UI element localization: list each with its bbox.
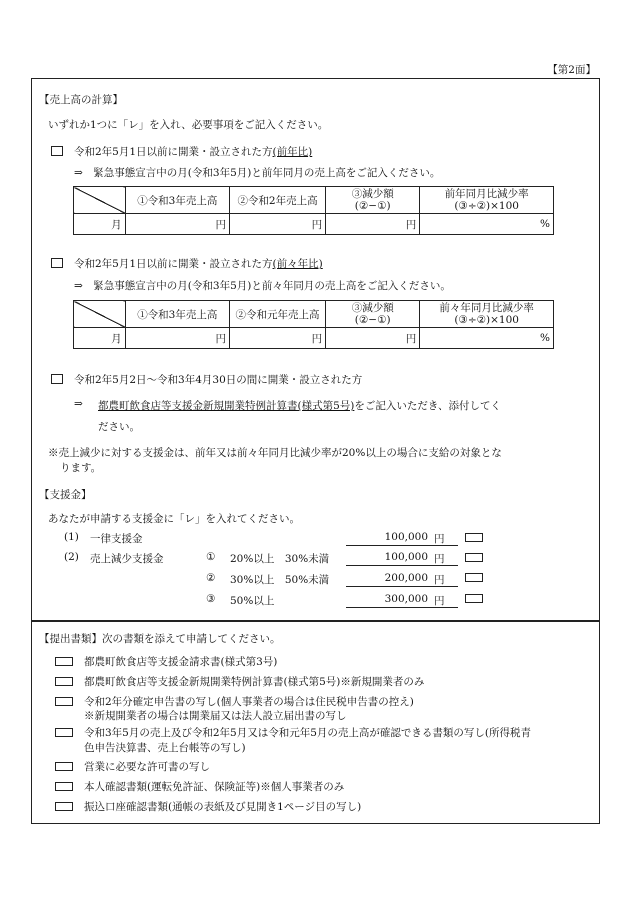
doc4-label-line2: 色申告決算書、売上台帳等の写し) (84, 742, 246, 754)
support-item2-no: (2) (64, 551, 79, 563)
option3-label: 令和2年5月2日〜令和3年4月30日の間に開業・設立された方 (74, 374, 363, 386)
rate-cell[interactable]: % (420, 214, 554, 235)
option1-label (74, 144, 312, 159)
docs-header: 【提出書類】次の書類を添えて申請してください。 (39, 633, 281, 645)
page-label: 【第2面】 (547, 64, 596, 76)
option2-checkbox[interactable] (51, 258, 63, 268)
col-header: ②令和元年売上高 (229, 301, 325, 328)
doc4-checkbox[interactable] (55, 728, 73, 737)
decrease-cell[interactable]: 円 (326, 328, 420, 349)
amount-underline (346, 586, 458, 587)
tier3-amount: 300,000 (384, 593, 428, 605)
col-header (326, 301, 420, 328)
option2-table (73, 300, 554, 349)
doc4-label: 令和3年5月の売上及び令和2年5月又は令和元年5月の売上高が確認できる書類の写し(所得税青 (84, 727, 531, 739)
amount-underline (346, 545, 458, 546)
rate-cell[interactable]: % (420, 328, 554, 349)
col-header-line: 前年同月比減少率 (444, 188, 529, 200)
col-header (420, 301, 554, 328)
sales-r1-cell[interactable]: 円 (229, 328, 325, 349)
support-item1-amount: 100,000 (384, 531, 428, 543)
doc7-checkbox[interactable] (55, 802, 73, 811)
col-header-line: (②−①) (354, 314, 391, 326)
option3-note-rest: をご記入いただき、添付してく (354, 400, 501, 412)
sales-r2-cell[interactable]: 円 (229, 214, 325, 235)
col-header-line: 前々年同月比減少率 (439, 302, 534, 314)
footnote-line2: ります。 (60, 462, 102, 474)
month-cell[interactable]: 月 (74, 328, 126, 349)
col-header: ①令和3年売上高 (125, 301, 229, 328)
doc7-label: 振込口座確認書類(通帳の表紙及び見開き1ページ目の写し) (84, 801, 362, 813)
option3-note (98, 398, 501, 413)
amount-underline (346, 607, 458, 608)
tier1-amount: 100,000 (384, 551, 428, 563)
tier1-no: ① (206, 551, 216, 563)
tier3-no: ③ (206, 593, 216, 605)
doc5-label: 営業に必要な許可書の写し (84, 761, 210, 773)
doc1-label: 都農町飲食店等支援金請求書(様式第3号) (84, 656, 278, 668)
option1-checkbox[interactable] (51, 146, 63, 156)
tier1-range: 20%以上 30%未満 (230, 553, 330, 565)
doc5-checkbox[interactable] (55, 762, 73, 771)
sales-r3-cell[interactable]: 円 (125, 214, 229, 235)
option1-label-text: 令和2年5月1日以前に開業・設立された方 (74, 146, 273, 158)
sales-header: 【売上高の計算】 (39, 94, 123, 106)
doc3-checkbox[interactable] (55, 697, 73, 706)
option3-note-form: 都農町飲食店等支援金新規開業特例計算書(様式第5号) (98, 400, 355, 412)
col-header: ②令和2年売上高 (229, 187, 325, 214)
diagonal-cell (74, 301, 126, 328)
col-header-line: (③÷②)×100 (454, 314, 519, 326)
option1-note: ⇒ 緊急事態宣言中の月(令和3年5月)と前年同月の売上高をご記入ください。 (74, 167, 441, 179)
support-item2-label: 売上減少支援金 (90, 553, 164, 565)
option2-note: ⇒ 緊急事態宣言中の月(令和3年5月)と前々年同月の売上高をご記入ください。 (74, 280, 451, 292)
option2-label (74, 256, 323, 271)
option1-tag: (前年比) (272, 146, 313, 158)
doc6-checkbox[interactable] (55, 782, 73, 791)
tier3-checkbox[interactable] (465, 594, 483, 603)
doc1-checkbox[interactable] (55, 657, 73, 666)
col-header-line: (②−①) (354, 200, 391, 212)
tier2-unit: 円 (434, 574, 445, 586)
support-item1-unit: 円 (434, 533, 445, 545)
diagonal-cell (74, 187, 126, 214)
doc3-label: 令和2年分確定申告書の写し(個人事業者の場合は住民税申告書の控え) (84, 696, 414, 708)
tier3-range: 50%以上 (230, 595, 275, 607)
amount-underline (346, 565, 458, 566)
footnote-line1: ※売上減少に対する支援金は、前年又は前々年同月比減少率が20%以上の場合に支給の対象とな (48, 447, 502, 459)
decrease-cell[interactable]: 円 (326, 214, 420, 235)
option2-label-text: 令和2年5月1日以前に開業・設立された方 (74, 258, 273, 270)
option3-checkbox[interactable] (51, 374, 63, 384)
col-header-line: ③減少額 (351, 302, 394, 314)
sales-r3-cell[interactable]: 円 (125, 328, 229, 349)
tier2-no: ② (206, 572, 216, 584)
col-header: ①令和3年売上高 (125, 187, 229, 214)
col-header (326, 187, 420, 214)
doc3-label-line2: ※新規開業者の場合は開業届又は法人設立届出書の写し (84, 710, 347, 722)
month-cell[interactable]: 月 (74, 214, 126, 235)
tier2-checkbox[interactable] (465, 573, 483, 582)
option1-table (73, 186, 554, 235)
option3-arrow: ⇒ (74, 398, 83, 410)
tier2-range: 30%以上 50%未満 (230, 574, 330, 586)
doc2-label: 都農町飲食店等支援金新規開業特例計算書(様式第5号)※新規開業者のみ (84, 676, 425, 688)
support-item1-no: (1) (64, 531, 79, 543)
tier1-checkbox[interactable] (465, 553, 483, 562)
support-instruction: あなたが申請する支援金に「レ」を入れてください。 (48, 513, 300, 525)
tier2-amount: 200,000 (384, 572, 428, 584)
sales-instruction: いずれか1つに「レ」を入れ、必要事項をご記入ください。 (48, 119, 329, 131)
col-header-line: (③÷②)×100 (454, 200, 519, 212)
col-header-line: ③減少額 (351, 188, 394, 200)
doc6-label: 本人確認書類(運転免許証、保険証等)※個人事業者のみ (84, 781, 345, 793)
support-header: 【支援金】 (39, 489, 92, 501)
tier3-unit: 円 (434, 595, 445, 607)
option3-note-line2: ださい。 (98, 421, 140, 433)
support-item1-label: 一律支援金 (90, 533, 143, 545)
tier1-unit: 円 (434, 553, 445, 565)
option2-tag: (前々年比) (272, 258, 323, 270)
support-item1-checkbox[interactable] (465, 533, 483, 542)
doc2-checkbox[interactable] (55, 677, 73, 686)
col-header (420, 187, 554, 214)
